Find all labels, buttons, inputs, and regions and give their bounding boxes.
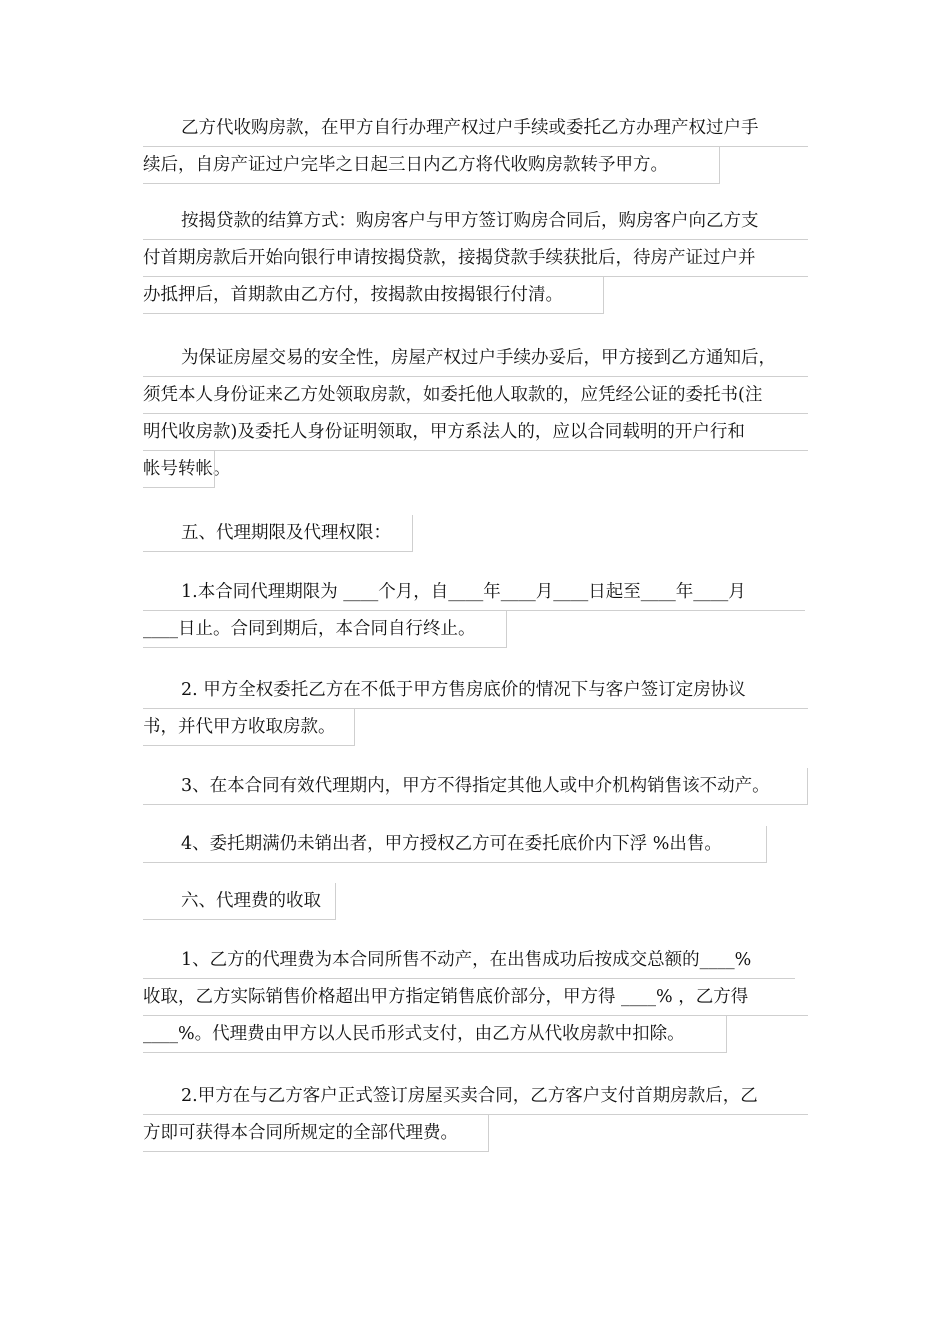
- text-line: 方即可获得本合同所规定的全部代理费。: [143, 1123, 458, 1143]
- text-line: 2.甲方在与乙方客户正式签订房屋买卖合同，乙方客户支付首期房款后，乙: [181, 1086, 758, 1106]
- text-line: 1、乙方的代理费为本合同所售不动产，在出售成功后按成交总额的____%: [181, 950, 752, 970]
- paragraph-term: [143, 574, 811, 648]
- paragraph-mortgage-settlement: [143, 203, 811, 314]
- paragraph-agency-fee: [143, 942, 811, 1053]
- paragraph-safety: [143, 340, 811, 488]
- text-line: 收取，乙方实际销售价格超出甲方指定销售底价部分，甲方得 ____% ，乙方得: [143, 987, 749, 1007]
- text-line: 为保证房屋交易的安全性，房屋产权过户手续办妥后，甲方接到乙方通知后，: [181, 348, 776, 368]
- text-line: 书，并代甲方收取房款。: [143, 717, 336, 737]
- paragraph-authorization: [143, 672, 811, 746]
- paragraph-exclusive: [143, 768, 811, 805]
- section-heading-5: [143, 515, 811, 552]
- text-line: 1.本合同代理期限为 ____个月，自____年____月____日起至____年____月: [181, 582, 746, 602]
- text-line: 办抵押后，首期款由乙方付，按揭款由按揭银行付清。: [143, 285, 563, 305]
- paragraph-expiry-discount: [143, 826, 811, 863]
- text-line: 4、委托期满仍未销出者，甲方授权乙方可在委托底价内下浮 %出售。: [181, 834, 722, 854]
- text-line: ____日止。合同到期后，本合同自行终止。: [143, 619, 476, 639]
- heading-text: 五、代理期限及代理权限：: [181, 523, 391, 543]
- text-line: 乙方代收购房款，在甲方自行办理产权过户手续或委托乙方办理产权过户手: [181, 118, 759, 138]
- text-line: 须凭本人身份证来乙方处领取房款，如委托他人取款的，应凭经公证的委托书(注: [143, 385, 763, 405]
- text-line: 付首期房款后开始向银行申请按揭贷款，接揭贷款手续获批后，待房产证过户并: [143, 248, 756, 268]
- paragraph-payment-transfer: [143, 110, 811, 184]
- heading-text: 六、代理费的收取: [181, 891, 321, 911]
- text-line: 2. 甲方全权委托乙方在不低于甲方售房底价的情况下与客户签订定房协议: [181, 680, 746, 700]
- paragraph-fee-timing: [143, 1078, 811, 1152]
- text-line: 明代收房款)及委托人身份证明领取，甲方系法人的，应以合同载明的开户行和: [143, 422, 745, 442]
- text-line: 帐号转帐。: [143, 459, 231, 479]
- section-heading-6: [143, 883, 811, 920]
- text-line: 按揭贷款的结算方式：购房客户与甲方签订购房合同后，购房客户向乙方支: [181, 211, 759, 231]
- text-line: 3、在本合同有效代理期内，甲方不得指定其他人或中介机构销售该不动产。: [181, 776, 770, 796]
- text-line: ____%。代理费由甲方以人民币形式支付，由乙方从代收房款中扣除。: [143, 1024, 685, 1044]
- text-line: 续后，自房产证过户完毕之日起三日内乙方将代收购房款转予甲方。: [143, 155, 668, 175]
